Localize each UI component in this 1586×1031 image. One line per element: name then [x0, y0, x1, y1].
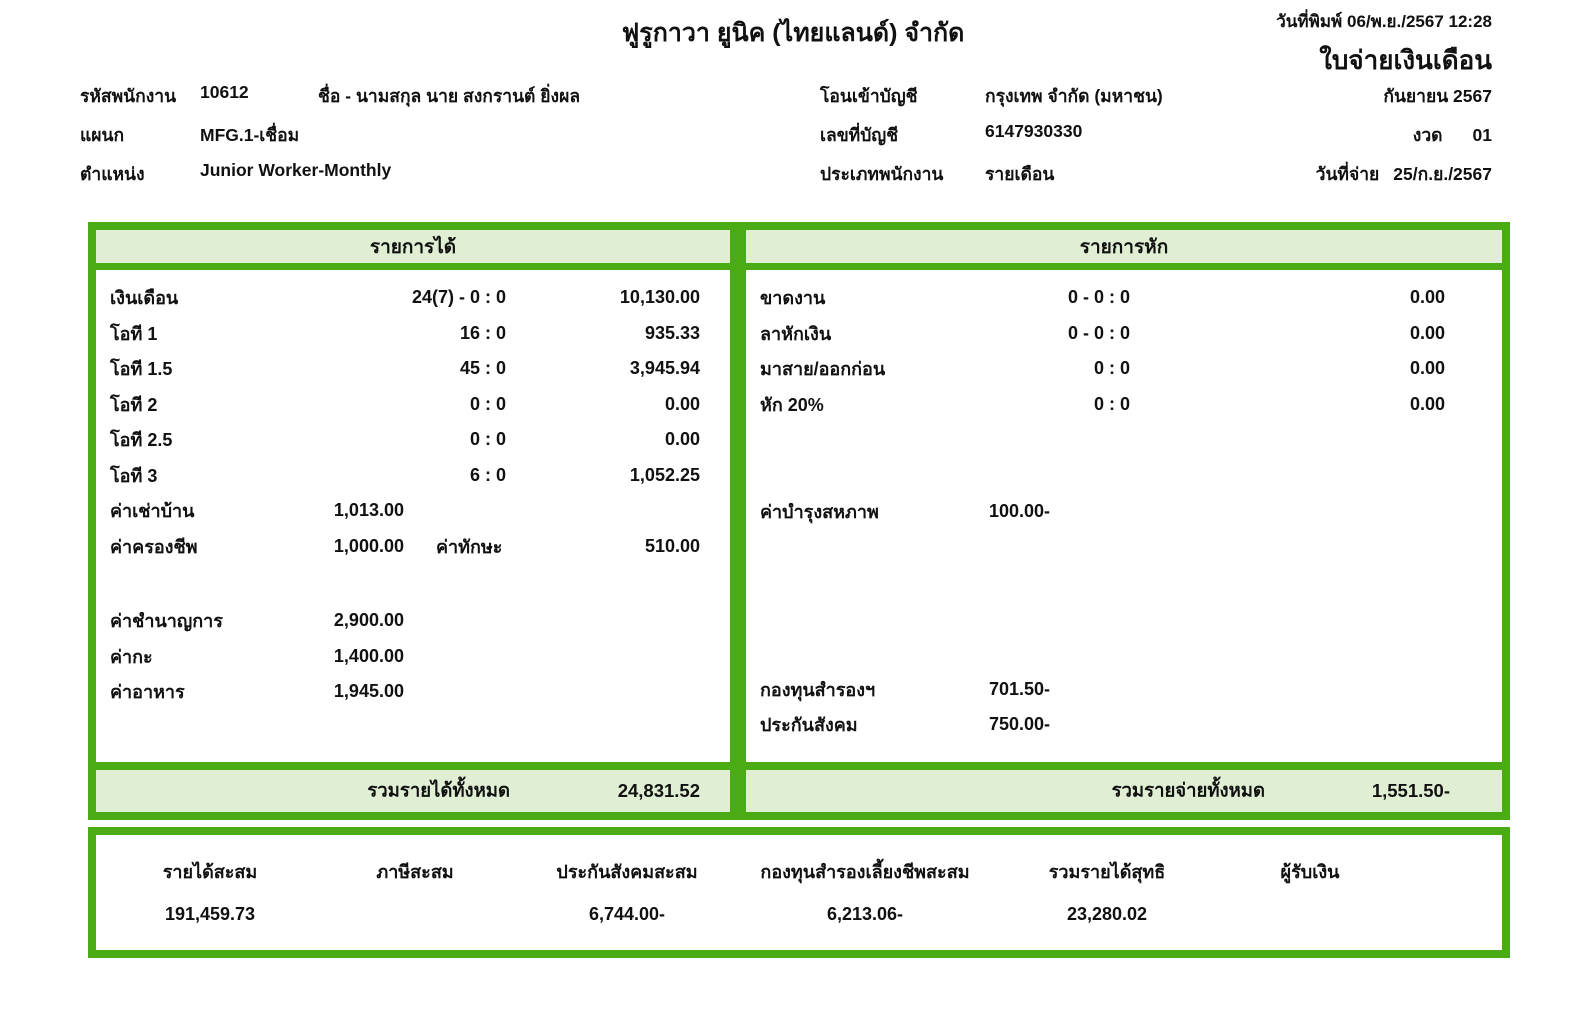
- employee-info-row-2: [0, 121, 1586, 145]
- deduction-item-label: ประกันสังคม: [760, 715, 858, 736]
- income-item-second-label: ค่าทักษะ: [436, 536, 503, 557]
- summary-value: 6,744.00-: [588, 904, 666, 924]
- deductions-blank-row: [746, 422, 1502, 494]
- pay-date: [1316, 160, 1492, 188]
- summary-label: กองทุนสำรองเลี้ยงชีพสะสม: [760, 862, 970, 882]
- department-value: MFG.1-เชื่อม: [200, 125, 300, 145]
- income-item-amount1: 1,945.00: [333, 681, 404, 702]
- deduction-row-provident-fund: [746, 672, 1502, 708]
- deduction-row-20-percent: [746, 387, 1502, 423]
- income-row-ot1: [96, 316, 730, 352]
- deduction-item-amount2: 0.00: [1409, 358, 1445, 379]
- income-item-label: ค่าครองชีพ: [110, 536, 198, 557]
- income-item-qty: 16 : 0: [459, 322, 506, 343]
- employee-info-row-1: [0, 82, 1586, 106]
- summary-label: ประกันสังคมสะสม: [556, 862, 698, 882]
- summary-col-accumulated-provident-fund: [740, 857, 990, 925]
- deductions-blank-row: [746, 530, 1502, 672]
- summary-label: ผู้รับเงิน: [1280, 862, 1340, 882]
- employee-name-value: นาย สงกรานต์ ยิ่งผล: [426, 86, 581, 106]
- employee-name: [318, 82, 580, 110]
- pay-period: [1413, 121, 1492, 149]
- income-item-label: ค่าชำนาญการ: [110, 611, 223, 632]
- deduction-item-amount2: 0.00: [1409, 287, 1445, 308]
- employee-type-value: รายเดือน: [985, 164, 1055, 184]
- deduction-row-absence: [746, 280, 1502, 316]
- income-item-amount2: 10,130.00: [619, 287, 700, 308]
- deduction-item-amount2: 0.00: [1409, 393, 1445, 414]
- income-panel-header: รายการได้: [96, 230, 730, 270]
- company-name: ฟูรูกาวา ยูนิค (ไทยแลนด์) จำกัด: [621, 19, 965, 47]
- deduction-item-label: ลาหักเงิน: [760, 323, 832, 344]
- income-item-label: โอที 2.5: [110, 430, 173, 451]
- employee-info-row-3: [0, 160, 1586, 184]
- income-item-qty: 0 : 0: [469, 393, 506, 414]
- income-item-amount1: 1,000.00: [333, 535, 404, 556]
- deductions-total-cell: [746, 770, 1502, 812]
- income-row-ot2: [96, 387, 730, 423]
- income-panel: [96, 230, 730, 762]
- deduction-item-label: ขาดงาน: [760, 288, 826, 309]
- summary-box: [88, 827, 1510, 958]
- pay-month: กันยายน 2567: [1383, 86, 1492, 106]
- income-item-qty: 45 : 0: [459, 358, 506, 379]
- income-item-amount2: 0.00: [664, 393, 700, 414]
- position-value: Junior Worker-Monthly: [200, 160, 392, 180]
- page-title: ใบจ่ายเงินเดือน: [1319, 45, 1492, 75]
- income-item-label: เงินเดือน: [110, 288, 179, 309]
- income-item-amount1: 1,400.00: [333, 645, 404, 666]
- summary-label: รายได้สะสม: [162, 862, 258, 882]
- pay-date-label: วันที่จ่าย: [1315, 164, 1380, 184]
- summary-col-accumulated-income: [110, 857, 310, 925]
- income-row-ot1-5: [96, 351, 730, 387]
- income-item-amount2: 935.33: [644, 322, 700, 343]
- deduction-item-amount1: 100.00-: [988, 501, 1050, 522]
- panel-divider: [730, 230, 746, 762]
- deduction-item-qty: 0 : 0: [1093, 393, 1130, 414]
- deduction-item-amount1: 701.50-: [988, 678, 1050, 699]
- income-item-label: โอที 1: [110, 323, 158, 344]
- income-item-amount2: 1,052.25: [629, 464, 700, 485]
- deduction-row-social-security: [746, 707, 1502, 743]
- deduction-item-label: ค่าบำรุงสหภาพ: [760, 502, 879, 523]
- summary-col-accumulated-social-security: [527, 857, 727, 925]
- deduction-item-amount2: 0.00: [1409, 322, 1445, 343]
- print-date-value: 06/พ.ย./2567 12:28: [1347, 12, 1492, 31]
- summary-col-accumulated-tax: [315, 857, 515, 904]
- deduction-row-union-fee: [746, 494, 1502, 530]
- summary-col-recipient: [1210, 857, 1410, 904]
- summary-value: 23,280.02: [1066, 904, 1148, 924]
- deduction-item-amount1: 750.00-: [988, 714, 1050, 735]
- employee-id-value: 10612: [200, 82, 249, 102]
- deduction-row-leave: [746, 316, 1502, 352]
- income-row-expertise: [96, 603, 730, 639]
- deductions-panel-body: [746, 270, 1502, 743]
- deduction-item-label: มาสาย/ออกก่อน: [760, 359, 886, 380]
- income-total-cell: [96, 770, 730, 812]
- income-item-qty: 24(7) - 0 : 0: [411, 287, 506, 308]
- income-row-house-rent: [96, 493, 730, 529]
- pay-period-label: งวด: [1412, 125, 1443, 145]
- totals-band: [88, 770, 1510, 820]
- summary-label: รวมรายได้สุทธิ: [1048, 862, 1166, 882]
- income-item-label: โอที 1.5: [110, 359, 173, 380]
- pay-date-value: 25/ก.ย./2567: [1393, 164, 1492, 184]
- deductions-total-label: รวมรายจ่ายทั้งหมด: [1111, 779, 1265, 801]
- panel-divider: [730, 770, 746, 812]
- department-label: แผนก: [80, 125, 125, 145]
- income-item-amount2: 3,945.94: [629, 358, 700, 379]
- pay-period-value: 01: [1472, 125, 1492, 145]
- income-item-amount2: 510.00: [644, 535, 700, 556]
- account-number-label: เลขที่บัญชี: [820, 125, 899, 145]
- employee-id-label: รหัสพนักงาน: [80, 86, 177, 106]
- income-row-food: [96, 674, 730, 710]
- income-total-value: 24,831.52: [617, 780, 700, 801]
- income-row-ot2-5: [96, 422, 730, 458]
- deduction-item-qty: 0 - 0 : 0: [1067, 322, 1130, 343]
- income-total-label: รวมรายได้ทั้งหมด: [367, 779, 510, 801]
- income-panel-body: [96, 270, 730, 710]
- income-row-shift: [96, 639, 730, 675]
- deductions-total-value: 1,551.50-: [1371, 780, 1450, 801]
- deduction-item-label: หัก 20%: [760, 394, 824, 415]
- income-row-cost-of-living: [96, 529, 730, 565]
- deductions-panel-header: รายการหัก: [746, 230, 1502, 270]
- income-item-label: โอที 3: [110, 465, 158, 486]
- income-row-salary: [96, 280, 730, 316]
- income-item-label: ค่าเช่าบ้าน: [110, 501, 195, 522]
- deduction-item-qty: 0 - 0 : 0: [1067, 287, 1130, 308]
- summary-label: ภาษีสะสม: [376, 862, 454, 882]
- position-label: ตำแหน่ง: [80, 164, 145, 184]
- summary-value: 6,213.06-: [826, 904, 904, 924]
- income-item-label: ค่าอาหาร: [110, 682, 185, 703]
- income-item-label: โอที 2: [110, 394, 158, 415]
- income-blank-row: [96, 564, 730, 603]
- bank-transfer-label: โอนเข้าบัญชี: [820, 86, 918, 106]
- employee-name-label: ชื่อ - นามสกุล: [318, 86, 422, 106]
- deduction-item-label: กองทุนสำรองฯ: [760, 679, 876, 700]
- income-row-ot3: [96, 458, 730, 494]
- deduction-row-late: [746, 351, 1502, 387]
- earnings-deductions-table: [88, 222, 1510, 770]
- income-item-amount1: 2,900.00: [333, 610, 404, 631]
- bank-transfer-value: กรุงเทพ จำกัด (มหาชน): [985, 86, 1163, 106]
- summary-col-net-income: [1007, 857, 1207, 925]
- income-item-qty: 0 : 0: [469, 429, 506, 450]
- deductions-panel: [746, 230, 1502, 762]
- print-date-label: วันที่พิมพ์: [1276, 12, 1343, 31]
- income-item-label: ค่ากะ: [110, 646, 153, 667]
- income-item-qty: 6 : 0: [469, 464, 506, 485]
- deduction-item-qty: 0 : 0: [1093, 358, 1130, 379]
- income-item-amount1: 1,013.00: [333, 500, 404, 521]
- summary-value: 191,459.73: [164, 904, 256, 924]
- account-number-value: 6147930330: [985, 121, 1083, 141]
- employee-type-label: ประเภทพนักงาน: [820, 164, 944, 184]
- income-item-amount2: 0.00: [664, 429, 700, 450]
